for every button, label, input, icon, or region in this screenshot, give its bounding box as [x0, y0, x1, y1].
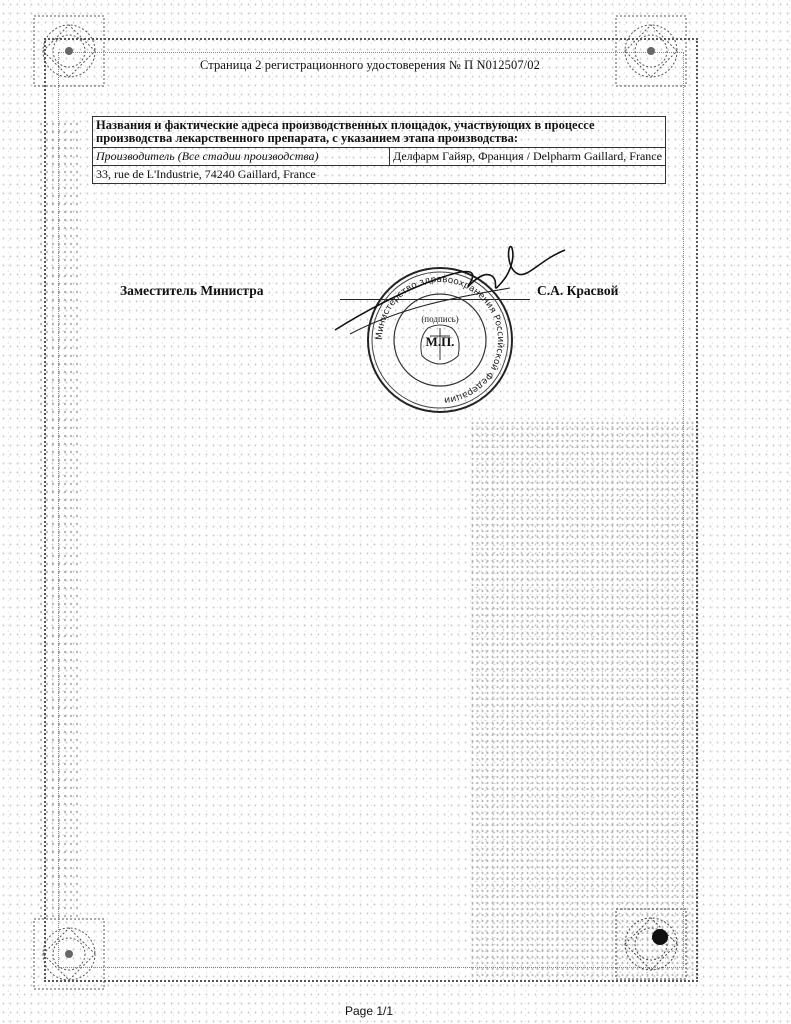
table-title-row	[93, 117, 666, 148]
page-header: Страница 2 регистрационного удостоверения № П N012507/02	[200, 58, 540, 72]
signer-name: С.А. Красвой	[537, 283, 619, 298]
corner-ornament-top-left	[30, 12, 108, 90]
seal-ring-text: Министерство здравоохранения Российской Федерации	[374, 274, 506, 405]
handwritten-signature	[330, 238, 570, 338]
manufacturer-role: Производитель (Все стадии производства)	[93, 148, 390, 166]
signer-position: Заместитель Министра	[120, 283, 264, 298]
corner-ornament-bottom-left	[30, 915, 108, 993]
corner-ornament-top-right	[612, 12, 690, 90]
inner-frame	[58, 52, 684, 968]
corner-ornament-bottom-right	[612, 905, 690, 983]
seal-center-text: М.П.	[425, 334, 455, 349]
manufacturer-company: Делфарм Гайяр, Франция / Delpharm Gaillard, France	[390, 148, 666, 166]
table-title: Названия и фактические адреса производственных площадок, участвующих в процессе производства лекарственного препарата, с указанием этапа производства:	[93, 117, 666, 148]
seal-top-text: (подпись)	[421, 314, 459, 324]
page-number: Page 1/1	[345, 1004, 394, 1018]
manufacturer-address: 33, rue de L'Industrie, 74240 Gaillard, France	[93, 166, 666, 184]
production-sites-table	[92, 116, 666, 184]
address-row	[93, 166, 666, 184]
table-row	[93, 148, 666, 166]
